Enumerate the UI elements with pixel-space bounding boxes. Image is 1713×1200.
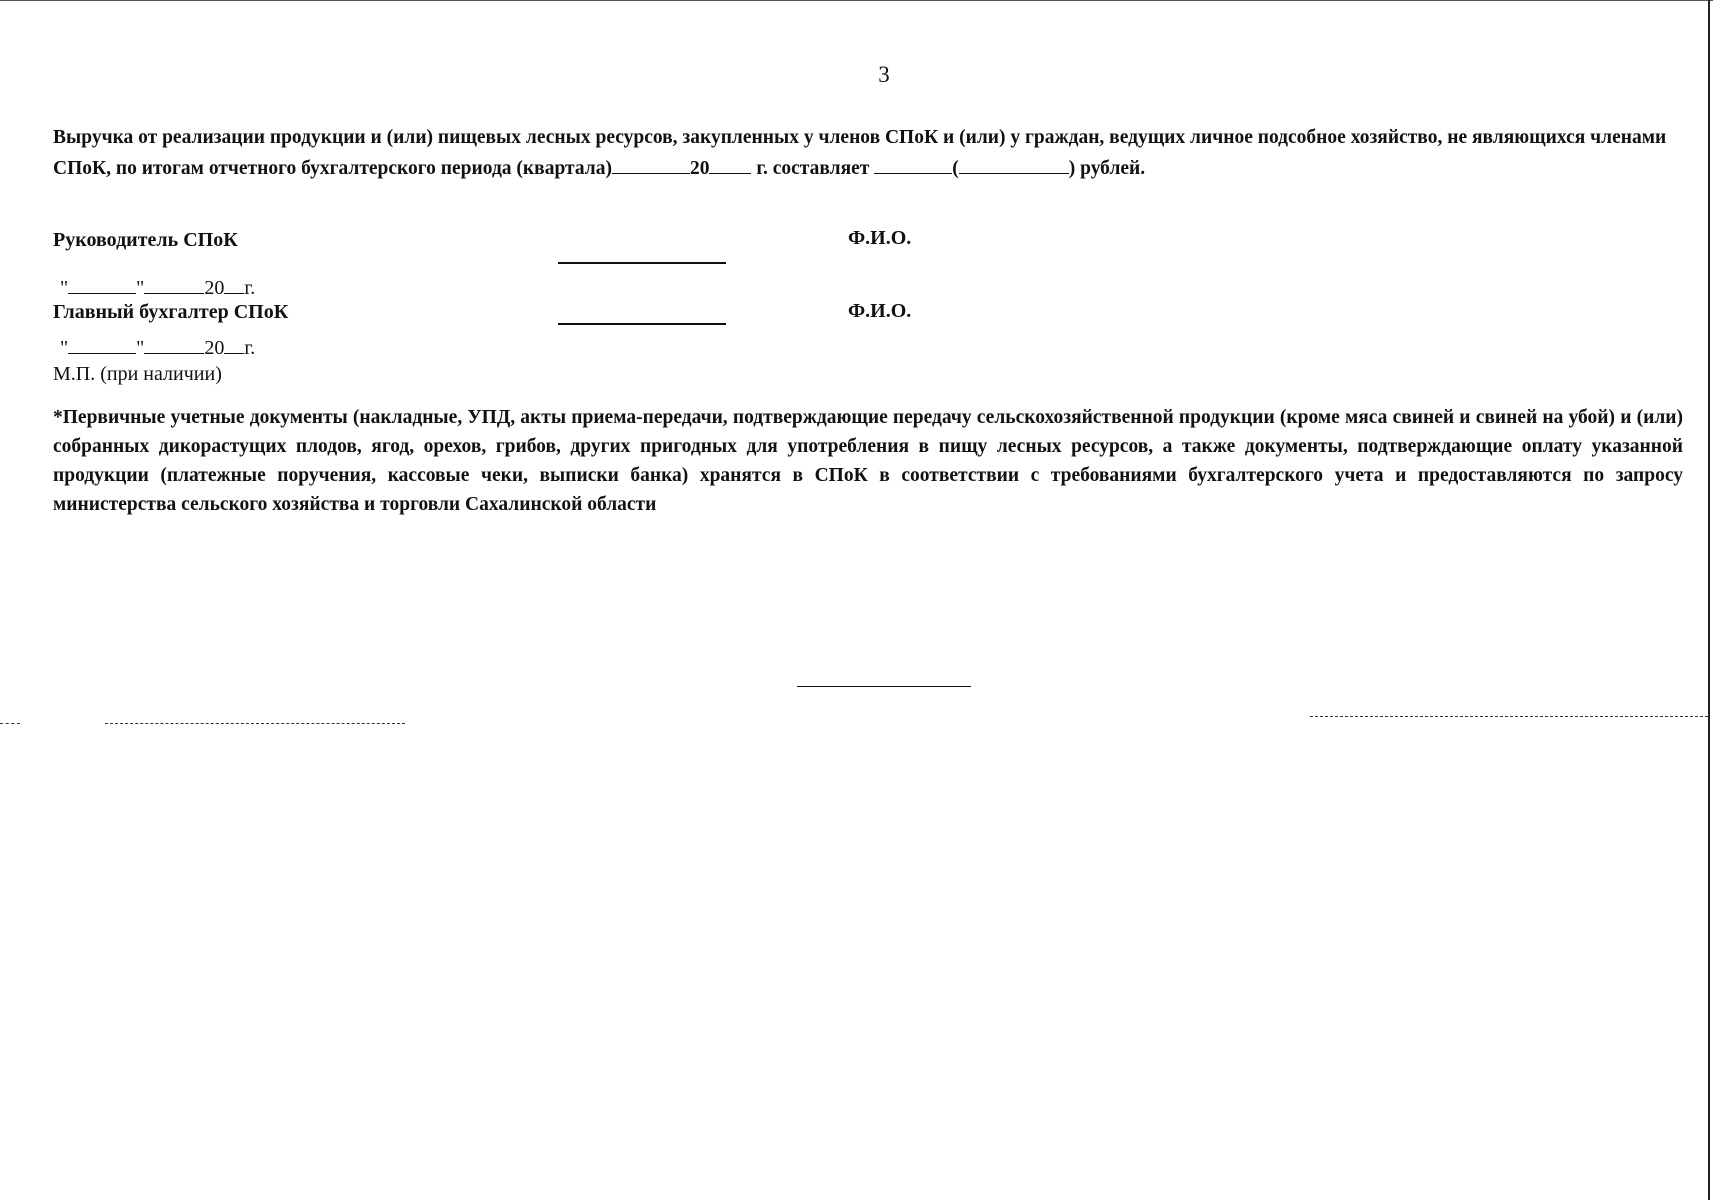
- accountant-date-year-blank[interactable]: [224, 333, 244, 354]
- scan-fold-mark-left: [0, 723, 20, 724]
- head-role-label: Руководитель СПоК: [53, 229, 238, 251]
- stamp-place-note: М.П. (при наличии): [53, 363, 222, 385]
- revenue-text: Выручка от реализации продукции и (или) пищевых лесных ресурсов, закупленных у членов СПоК и (или) у граждан, ведущих личное подсобное хозяйство, не являющихся членами СПоК, по итогам отчетного бухгалтерского периода (квартала): [53, 127, 1667, 179]
- scan-fold-dashes-right: [1310, 716, 1708, 717]
- year-prefix: 20: [689, 158, 710, 179]
- scan-right-edge: [1708, 0, 1710, 1200]
- page-number: 3: [878, 62, 890, 87]
- scan-fold-dashes-left: [105, 723, 405, 724]
- accountant-role-label: Главный бухгалтер СПоК: [53, 301, 289, 323]
- accountant-sign-date: " " 20 г.: [60, 333, 255, 360]
- open-paren: (: [952, 158, 959, 179]
- revenue-statement: [53, 123, 1683, 184]
- accountant-date-day-blank[interactable]: [68, 333, 136, 354]
- amount-number-blank[interactable]: [874, 153, 952, 174]
- head-date-day-blank[interactable]: [68, 273, 136, 294]
- currency-label: ) рублей.: [1068, 158, 1146, 179]
- head-date-year-blank[interactable]: [224, 273, 244, 294]
- accountant-fio-label: Ф.И.О.: [848, 300, 912, 322]
- accountant-signature-line[interactable]: [558, 323, 726, 325]
- end-of-document-line: [797, 686, 971, 687]
- head-date-month-blank[interactable]: [144, 273, 204, 294]
- head-sign-date: " " 20 г.: [60, 273, 255, 300]
- accountant-date-month-blank[interactable]: [144, 333, 204, 354]
- year-blank[interactable]: [709, 153, 751, 174]
- scan-top-edge: [0, 0, 1713, 1]
- head-signature-line[interactable]: [558, 262, 726, 264]
- amount-label: г. составляет: [756, 158, 870, 179]
- footnote: *Первичные учетные документы (накладные, УПД, акты приема-передачи, подтверждающие передачу сельскохозяйственной продукции (кроме мяса свиней и свиней на убой) и (или) собранных дикорастущих плодов, ягод, орехов, грибов, других пригодных для употребления в пищу лесных ресурсов, а также документы, подтверждающие оплату указанной продукции (платежные поручения, кассовые чеки, выписки банка) хранятся в СПоК в соответствии с требованиями бухгалтерского учета и предоставляются по запросу министерства сельского хозяйства и торговли Сахалинской области: [53, 407, 1683, 515]
- quarter-blank[interactable]: [612, 153, 690, 174]
- amount-words-blank[interactable]: [959, 153, 1069, 174]
- head-fio-label: Ф.И.О.: [848, 227, 912, 249]
